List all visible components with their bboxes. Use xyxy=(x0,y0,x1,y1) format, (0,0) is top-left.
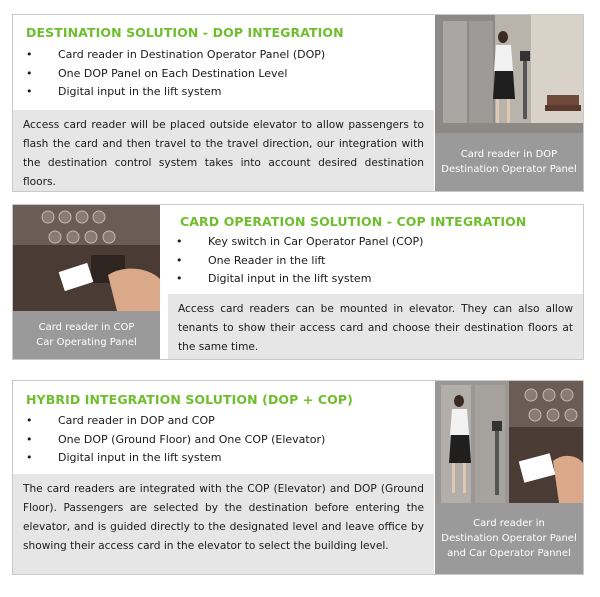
dop-photo-caption xyxy=(435,133,583,191)
dop-photo xyxy=(435,15,583,133)
list-item: • Digital input in the lift system xyxy=(20,449,325,468)
caption-line: Destination Operator Panel xyxy=(441,164,577,175)
list-item: • Digital input in the lift system xyxy=(20,83,325,102)
caption-line: Card reader in COP xyxy=(38,322,135,333)
list-item: • Card reader in DOP and COP xyxy=(20,412,325,431)
caption-line: and Car Operator Pannel xyxy=(447,548,571,559)
list-item: • Digital input in the lift system xyxy=(170,270,423,289)
caption-line: Card reader in DOP xyxy=(460,149,558,160)
cop-bullet-list xyxy=(170,233,423,289)
cop-section-title: CARD OPERATION SOLUTION - COP INTEGRATION xyxy=(180,214,527,229)
cop-photo-caption xyxy=(13,311,160,359)
caption-line: Card reader in xyxy=(473,518,545,529)
hybrid-description: The card readers are integrated with the COP (Elevator) and DOP (Ground Floor). Passengers are selected by the destination before entering the elevator, and is guided directly to the designated level and leave office by showing their access card in the elevator to select the building level. xyxy=(13,474,434,574)
hybrid-section-title: HYBRID INTEGRATION SOLUTION (DOP + COP) xyxy=(26,392,353,407)
cop-photo xyxy=(13,205,160,311)
list-item: • Card reader in Destination Operator Panel (DOP) xyxy=(20,46,325,65)
cop-description: Access card readers can be mounted in elevator. They can also allow tenants to show their access card and choose their destination floors at the same time. xyxy=(168,294,583,359)
hybrid-photo-caption xyxy=(435,503,583,574)
caption-line: Car Operating Panel xyxy=(36,337,137,348)
list-item: • One DOP (Ground Floor) and One COP (Elevator) xyxy=(20,431,325,450)
dop-bullet-list xyxy=(20,46,325,102)
list-item: • One DOP Panel on Each Destination Level xyxy=(20,65,325,84)
caption-line: Destination Operator Panel xyxy=(441,533,577,544)
hybrid-photo xyxy=(435,381,583,503)
list-item: • Key switch in Car Operator Panel (COP) xyxy=(170,233,423,252)
list-item: • One Reader in the lift xyxy=(170,252,423,271)
dop-section-title: DESTINATION SOLUTION - DOP INTEGRATION xyxy=(26,25,344,40)
dop-description: Access card reader will be placed outside elevator to allow passengers to flash the card and then travel to the travel direction, our integration with the destination control system takes into account desired destination floors. xyxy=(13,110,434,191)
hybrid-bullet-list xyxy=(20,412,325,468)
